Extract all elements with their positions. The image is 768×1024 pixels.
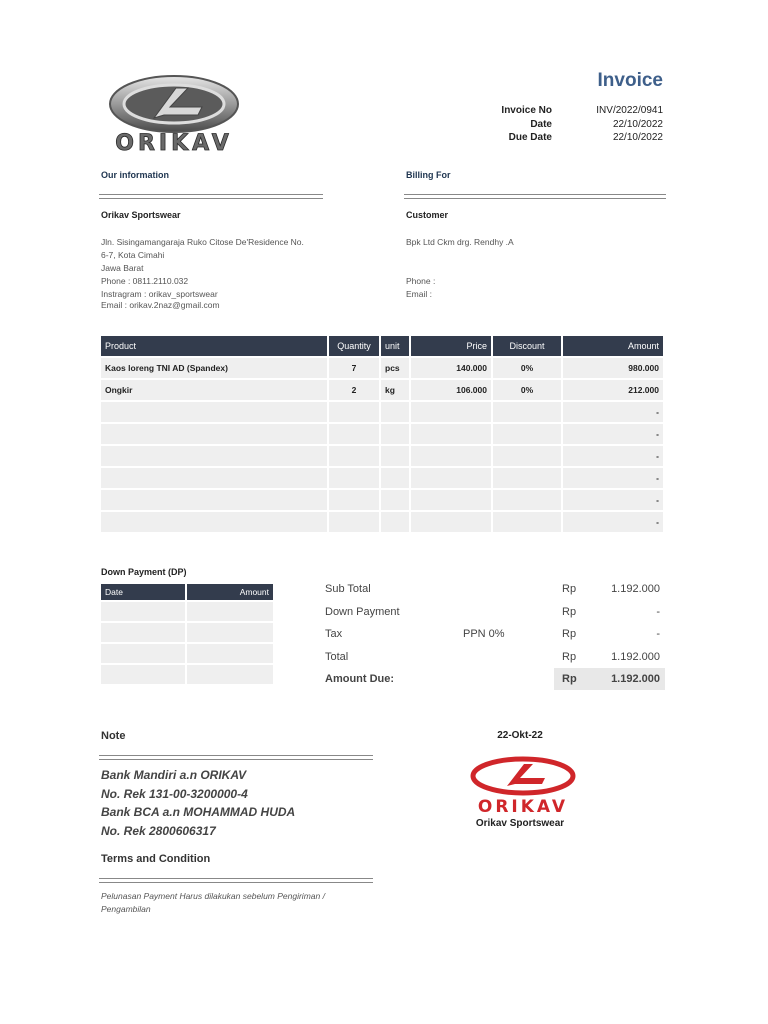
date-label: Date xyxy=(530,118,552,130)
cell-product xyxy=(101,424,327,444)
dp-label: Down Payment xyxy=(325,605,400,618)
subtotal-label: Sub Total xyxy=(325,583,371,595)
cell-discount: 0% xyxy=(493,380,561,400)
dp-row xyxy=(101,623,273,642)
cell-price xyxy=(411,468,491,488)
cell-discount xyxy=(493,402,561,422)
dp-col-date: Date xyxy=(101,584,185,600)
our-info-heading: Our information xyxy=(101,170,169,180)
cell-price xyxy=(411,402,491,422)
tax-value: - xyxy=(656,628,660,640)
cell-amount: 980.000 xyxy=(563,358,663,378)
cell-product xyxy=(101,402,327,422)
cell-quantity xyxy=(329,490,379,510)
due-date-value: 22/10/2022 xyxy=(612,132,663,143)
cell-price: 140.000 xyxy=(411,358,491,378)
billing-name: Customer xyxy=(406,210,449,220)
cell-product xyxy=(101,512,327,532)
dp-cell-amount xyxy=(187,602,273,621)
subtotal-value: 1.192.000 xyxy=(611,583,660,595)
note-heading: Note xyxy=(101,730,126,742)
cell-price: 106.000 xyxy=(411,380,491,400)
table-row xyxy=(101,402,663,422)
summary-subtotal-row xyxy=(325,583,665,606)
our-address: Jln. Sisingamangaraja Ruko Citose De'Residence No. 6-7, Kota Cimahi Jawa Barat xyxy=(101,237,304,273)
cell-discount xyxy=(493,424,561,444)
col-price: Price xyxy=(411,336,491,356)
cell-quantity xyxy=(329,512,379,532)
cell-price xyxy=(411,490,491,510)
dp-cell-date xyxy=(101,623,185,642)
billing-phone: Phone : xyxy=(406,276,436,286)
summary-dp-row xyxy=(325,606,665,629)
cell-amount: - xyxy=(563,512,663,532)
invoice-no-label: Invoice No xyxy=(501,105,552,116)
cell-amount: - xyxy=(563,424,663,444)
cell-discount: 0% xyxy=(493,358,561,378)
our-company-name: Orikav Sportswear xyxy=(101,210,181,220)
currency-label: Rp xyxy=(562,650,577,663)
table-row xyxy=(101,490,663,510)
bank-line: No. Rek 2800606317 xyxy=(101,823,216,838)
bank-line: Bank BCA a.n MOHAMMAD HUDA xyxy=(101,805,296,819)
dp-cell-amount xyxy=(187,623,273,642)
cell-unit xyxy=(381,490,409,510)
cell-discount xyxy=(493,490,561,510)
table-row xyxy=(101,358,663,378)
dp-cell-date xyxy=(101,602,185,621)
divider xyxy=(99,755,373,760)
tax-note: PPN 0% xyxy=(463,628,505,640)
billing-customer: Bpk Ltd Ckm drg. Rendhy .A xyxy=(406,237,514,247)
billing-email: Email : xyxy=(406,289,432,299)
cell-product: Ongkir xyxy=(101,380,327,400)
terms-heading: Terms and Condition xyxy=(101,853,211,865)
cell-discount xyxy=(493,512,561,532)
table-row xyxy=(101,512,663,532)
dp-value: - xyxy=(656,605,660,618)
down-payment-title: Down Payment (DP) xyxy=(101,567,187,577)
col-discount: Discount xyxy=(493,336,561,356)
due-date-label: Due Date xyxy=(508,132,552,143)
cell-product xyxy=(101,446,327,466)
cell-unit xyxy=(381,468,409,488)
cell-unit xyxy=(381,424,409,444)
summary-amount-due-row xyxy=(325,673,665,696)
total-label: Total xyxy=(325,650,349,663)
cell-unit xyxy=(381,402,409,422)
logo-text: ORIKAV xyxy=(115,131,233,156)
dp-body xyxy=(101,602,273,684)
divider xyxy=(404,194,666,199)
table-row xyxy=(101,380,663,400)
cell-product xyxy=(101,468,327,488)
currency-label: Rp xyxy=(562,583,577,595)
cell-unit: pcs xyxy=(381,358,409,378)
invoice-no-value: INV/2022/0941 xyxy=(596,105,663,116)
cell-discount xyxy=(493,446,561,466)
tax-label: Tax xyxy=(325,628,343,640)
cell-unit xyxy=(381,512,409,532)
dp-cell-date xyxy=(101,665,185,684)
our-phone: Phone : 0811.2110.032 xyxy=(101,276,189,286)
divider xyxy=(99,194,323,199)
table-row xyxy=(101,468,663,488)
dp-cell-amount xyxy=(187,665,273,684)
cell-quantity: 7 xyxy=(329,358,379,378)
signature-date: 22-Okt-22 xyxy=(497,730,543,741)
items-body xyxy=(101,358,663,532)
cell-quantity: 2 xyxy=(329,380,379,400)
col-amount: Amount xyxy=(563,336,663,356)
cell-quantity xyxy=(329,468,379,488)
our-instagram: Instragram : orikav_sportswear xyxy=(101,289,218,299)
dp-cell-amount xyxy=(187,644,273,663)
our-email: Email : orikav.2naz@gmail.com xyxy=(101,300,220,310)
cell-product xyxy=(101,490,327,510)
cell-amount: - xyxy=(563,446,663,466)
bank-info xyxy=(101,766,295,840)
orikav-logo xyxy=(106,74,242,160)
dp-cell-date xyxy=(101,644,185,663)
items-header-row xyxy=(101,336,663,356)
cell-unit xyxy=(381,446,409,466)
bank-line: Bank Mandiri a.n ORIKAV xyxy=(101,768,247,782)
date-value: 22/10/2022 xyxy=(612,118,663,130)
summary-block xyxy=(325,583,665,696)
items-table xyxy=(99,334,665,534)
orikav-red-logo xyxy=(469,756,577,816)
cell-amount: - xyxy=(563,490,663,510)
cell-price xyxy=(411,424,491,444)
cell-amount: 212.000 xyxy=(563,380,663,400)
cell-quantity xyxy=(329,402,379,422)
amount-due-value: 1.192.000 xyxy=(611,673,660,685)
col-unit: unit xyxy=(381,336,409,356)
currency-label: Rp xyxy=(562,673,577,685)
cell-amount: - xyxy=(563,402,663,422)
amount-due-label: Amount Due: xyxy=(325,673,395,685)
cell-quantity xyxy=(329,446,379,466)
summary-tax-row xyxy=(325,628,665,651)
col-quantity: Quantity xyxy=(329,336,379,356)
cell-product: Kaos loreng TNI AD (Spandex) xyxy=(101,358,327,378)
terms-text: Pelunasan Payment Harus dilakukan sebelum Pengiriman / Pengambilan xyxy=(101,891,325,914)
billing-heading: Billing For xyxy=(406,170,451,180)
currency-label: Rp xyxy=(562,605,577,618)
down-payment-table xyxy=(99,582,275,686)
logo-text: ORIKAV xyxy=(477,797,569,816)
cell-amount: - xyxy=(563,468,663,488)
signature-name: Orikav Sportswear xyxy=(475,818,565,829)
cell-price xyxy=(411,512,491,532)
cell-unit: kg xyxy=(381,380,409,400)
cell-discount xyxy=(493,468,561,488)
dp-row xyxy=(101,602,273,621)
invoice-meta xyxy=(470,104,663,145)
col-product: Product xyxy=(101,336,327,356)
table-row xyxy=(101,446,663,466)
cell-price xyxy=(411,446,491,466)
dp-row xyxy=(101,644,273,663)
table-row xyxy=(101,424,663,444)
bank-line: No. Rek 131-00-3200000-4 xyxy=(101,786,248,801)
currency-label: Rp xyxy=(562,628,577,640)
dp-row xyxy=(101,665,273,684)
invoice-title: Invoice xyxy=(597,70,663,91)
cell-quantity xyxy=(329,424,379,444)
divider xyxy=(99,878,373,883)
dp-header-row xyxy=(101,584,273,600)
dp-col-amount: Amount xyxy=(187,584,273,600)
total-value: 1.192.000 xyxy=(611,650,660,663)
